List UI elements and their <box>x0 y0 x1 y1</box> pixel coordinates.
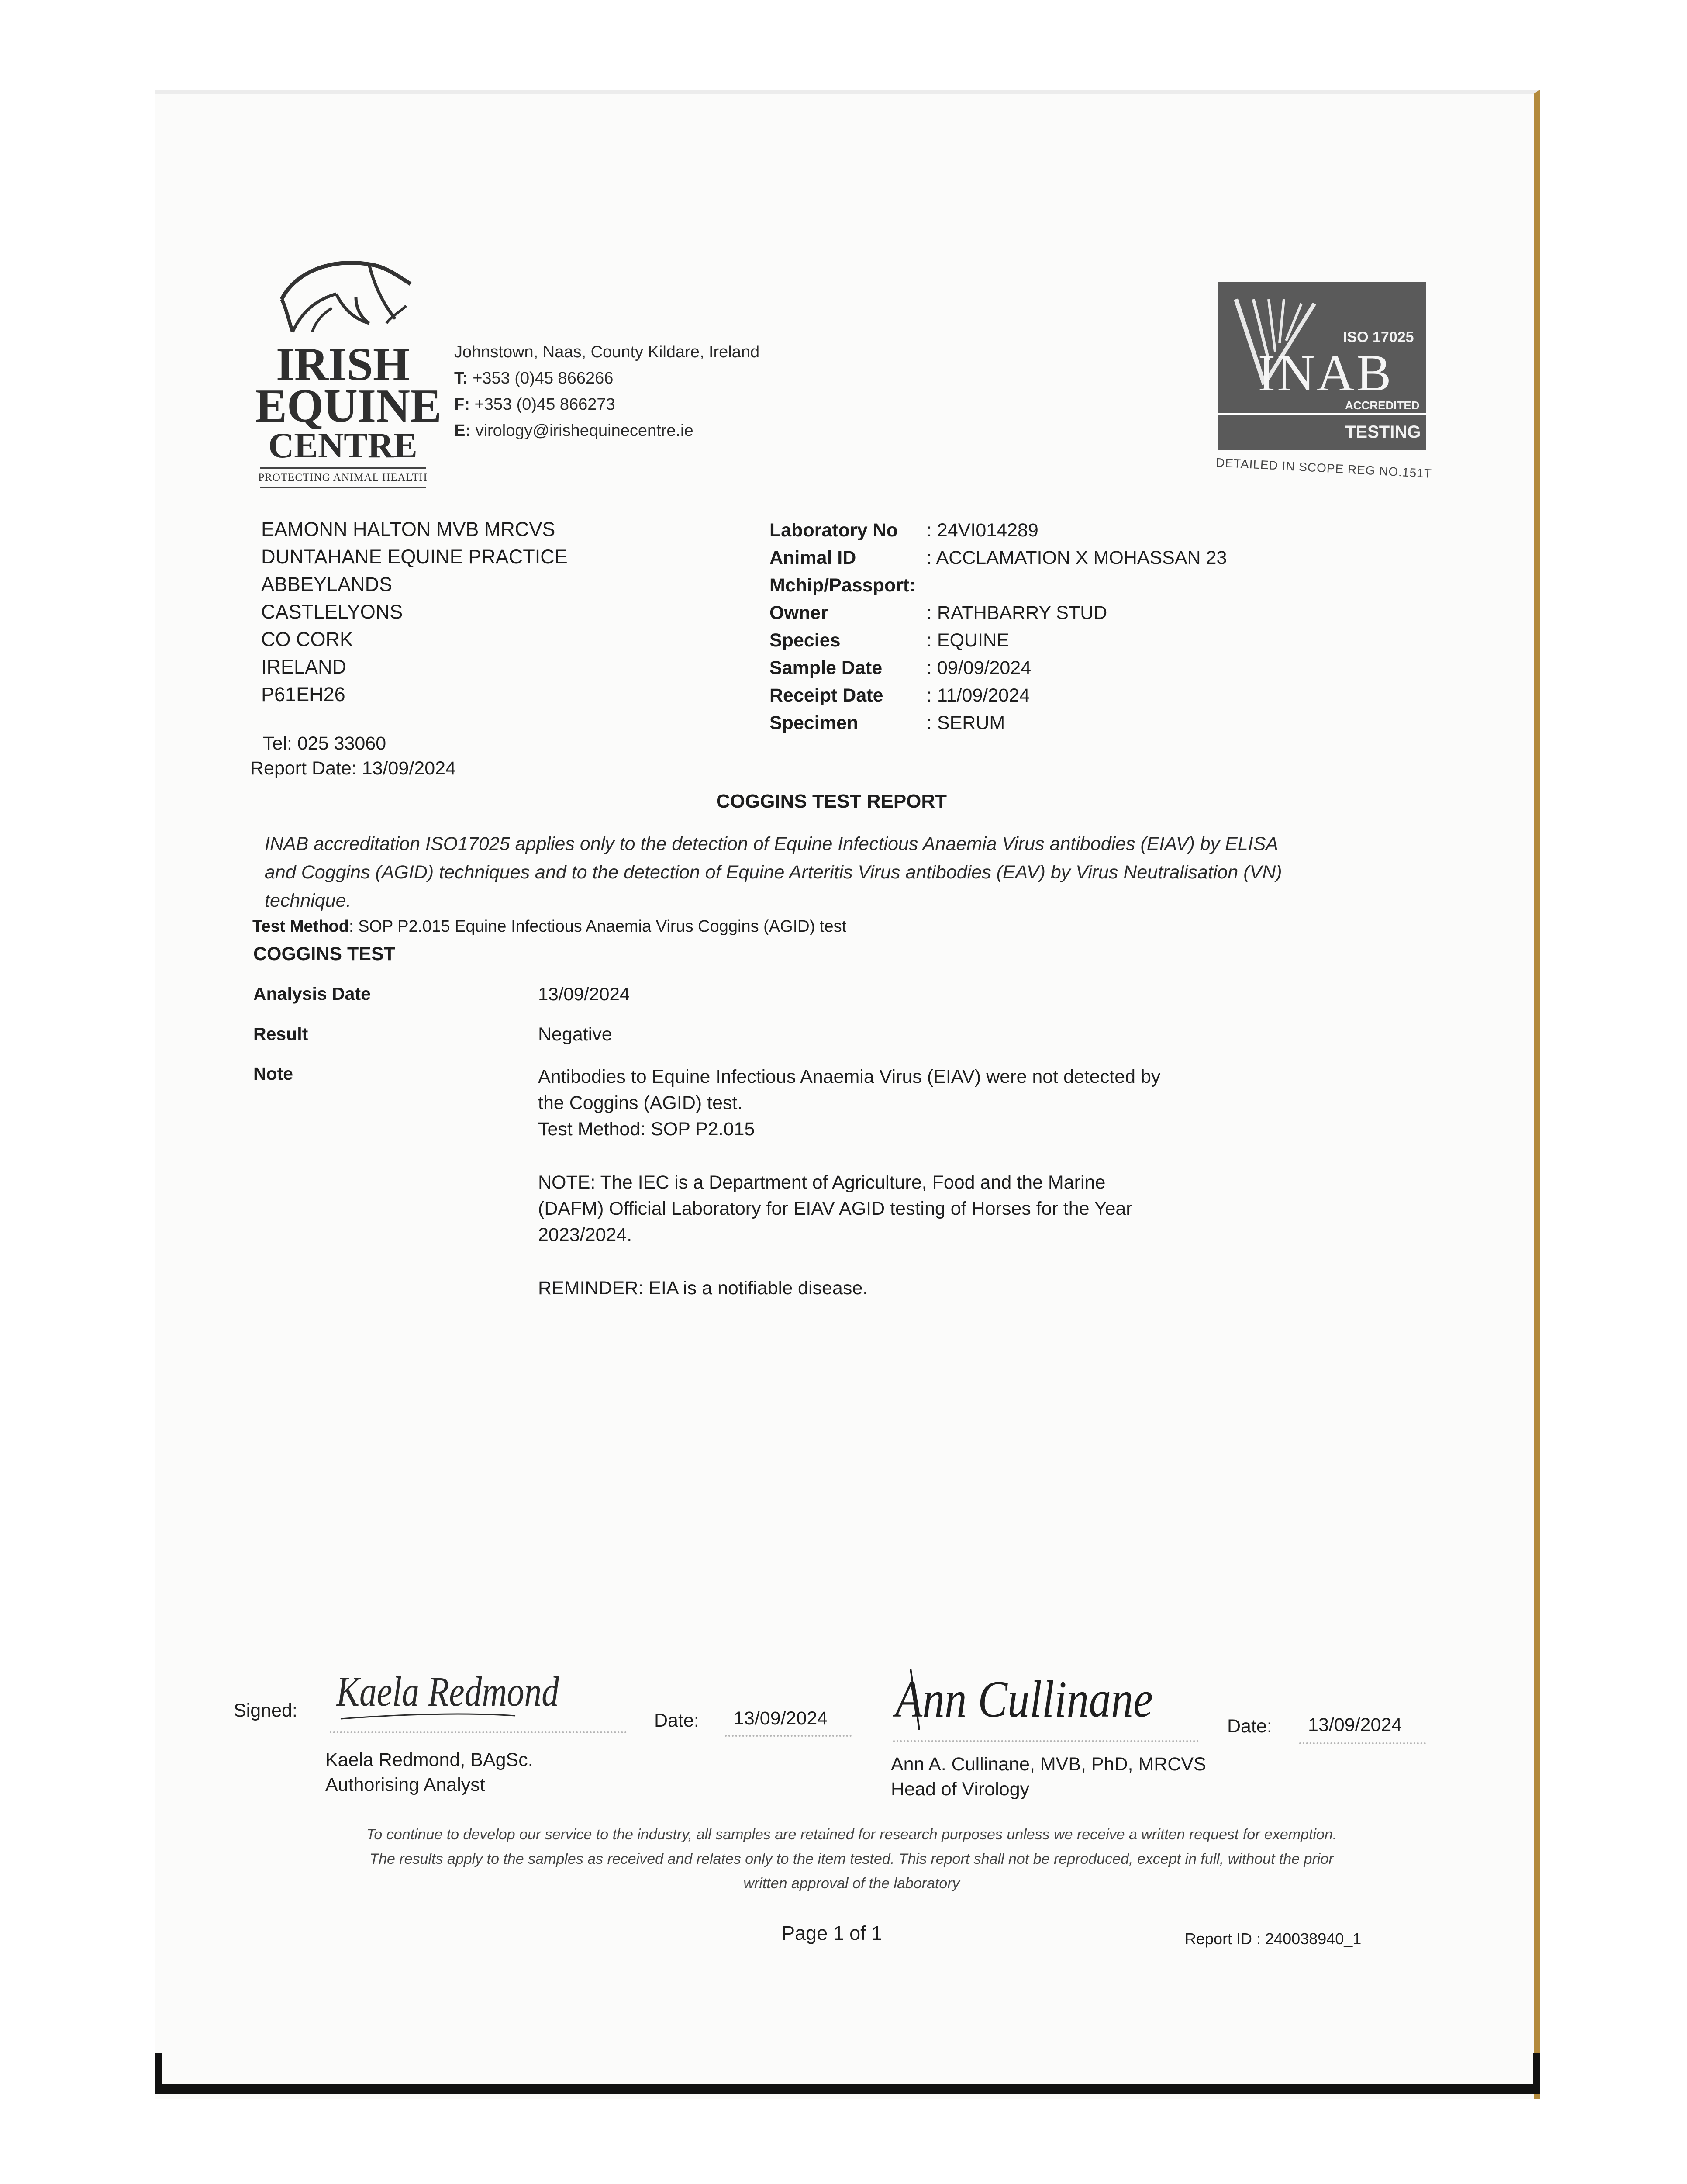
lab-info-table <box>769 517 1337 737</box>
note-label: Note <box>253 1064 293 1084</box>
left-date-value: 13/09/2024 <box>734 1708 828 1729</box>
dafm-line: 2023/2024. <box>538 1224 632 1245</box>
phone-line <box>454 365 847 391</box>
note-text <box>538 1064 1237 1142</box>
inab-testing: TESTING <box>1345 422 1421 442</box>
dafm-note <box>538 1169 1237 1248</box>
lab-info-row <box>769 572 1337 599</box>
lab-info-label: Animal ID <box>769 547 856 568</box>
result-value: Negative <box>538 1024 612 1045</box>
lab-info-row <box>769 654 1337 682</box>
lab-info-value: : 11/09/2024 <box>927 685 1030 706</box>
right-date-line <box>1299 1741 1426 1744</box>
kaela-redmond-signature <box>332 1660 568 1725</box>
inab-accreditation-badge <box>1218 282 1426 450</box>
logo-divider-bottom <box>260 487 426 488</box>
footer-disclaimer <box>306 1822 1397 1896</box>
contact-block <box>454 339 847 444</box>
test-method-value: : SOP P2.015 Equine Infectious Anaemia Virus Coggins (AGID) test <box>348 917 847 936</box>
accreditation-line: and Coggins (AGID) techniques and to the detection of Equine Arteritis Virus antibodies (EAV) by Virus Neutralisation (VN) <box>265 862 1282 883</box>
result-label: Result <box>253 1024 308 1044</box>
lab-info-row <box>769 599 1337 627</box>
irish-equine-centre-logo <box>255 242 442 496</box>
report-date: Report Date: 13/09/2024 <box>250 758 456 779</box>
logo-line-centre: CENTRE <box>268 425 417 465</box>
phone-value: +353 (0)45 866266 <box>473 369 614 387</box>
fax-value: +353 (0)45 866273 <box>474 395 615 414</box>
inab-testing-bar <box>1218 413 1426 415</box>
lab-info-row <box>769 517 1337 544</box>
lab-info-value: : 24VI014289 <box>927 520 1038 541</box>
lab-info-value: : SERUM <box>927 712 1005 733</box>
recipient-line: P61EH26 <box>261 683 345 705</box>
email-value: virology@irishequinecentre.ie <box>475 422 693 440</box>
ann-cullinane-signature <box>893 1655 1164 1738</box>
lab-info-row <box>769 544 1337 572</box>
accreditation-line: INAB accreditation ISO17025 applies only to the detection of Equine Infectious Anaemia Virus antibodies (EIAV) by ELISA <box>265 833 1278 854</box>
coggins-section-title: COGGINS TEST <box>253 943 395 964</box>
inab-scope-text: DETAILED IN SCOPE REG NO.151T <box>1215 456 1432 480</box>
inab-accredited: ACCREDITED <box>1345 399 1420 412</box>
paper-edge <box>162 2053 1533 2084</box>
lab-info-row <box>769 627 1337 654</box>
accreditation-line: technique. <box>265 890 352 911</box>
accreditation-statement <box>265 830 1356 915</box>
logo-tagline: PROTECTING ANIMAL HEALTH <box>258 472 428 484</box>
logo-line-irish: IRISH <box>276 339 410 390</box>
recipient-line: ABBEYLANDS <box>261 573 393 595</box>
report-id: Report ID : 240038940_1 <box>1185 1930 1362 1948</box>
recipient-line: DUNTAHANE EQUINE PRACTICE <box>261 546 568 568</box>
lab-info-value: : EQUINE <box>927 630 1009 651</box>
lab-info-value: : 09/09/2024 <box>927 657 1032 678</box>
email-line <box>454 418 847 444</box>
right-signature-line <box>893 1738 1199 1742</box>
lab-info-label: Mchip/Passport: <box>769 575 916 596</box>
right-signer-name: Ann A. Cullinane, MVB, PhD, MRCVS <box>891 1754 1206 1775</box>
right-date-value: 13/09/2024 <box>1308 1714 1402 1735</box>
recipient-line: CASTLELYONS <box>261 601 403 623</box>
recipient-line: CO CORK <box>261 628 353 650</box>
address-text: Johnstown, Naas, County Kildare, Ireland <box>454 343 760 361</box>
phone-label: T: <box>454 369 468 387</box>
left-signer-name: Kaela Redmond, BAgSc. <box>325 1749 533 1770</box>
signature-text: Kaela Redmond <box>335 1668 559 1715</box>
page-number: Page 1 of 1 <box>782 1922 883 1944</box>
lab-info-row <box>769 709 1337 737</box>
analysis-date-value: 13/09/2024 <box>538 984 630 1004</box>
signature-text: Ann Cullinane <box>893 1670 1153 1728</box>
lab-info-label: Specimen <box>769 712 859 733</box>
right-date-label: Date: <box>1227 1716 1272 1737</box>
analysis-date-label: Analysis Date <box>253 984 371 1004</box>
lab-info-label: Owner <box>769 602 828 623</box>
note-line: Test Method: SOP P2.015 <box>538 1119 755 1140</box>
dafm-line: NOTE: The IEC is a Department of Agriculture, Food and the Marine <box>538 1172 1106 1193</box>
fax-line <box>454 391 847 418</box>
inab-brand: INAB <box>1258 344 1393 402</box>
fax-label: F: <box>454 395 470 414</box>
left-signer-role: Authorising Analyst <box>325 1774 485 1795</box>
recipient-line: IRELAND <box>261 656 347 678</box>
reminder-text: REMINDER: EIA is a notifiable disease. <box>538 1278 868 1299</box>
test-method-label: Test Method <box>252 917 349 936</box>
left-date-label: Date: <box>654 1710 699 1731</box>
disclaimer-line: written approval of the laboratory <box>743 1875 960 1892</box>
left-date-line <box>725 1733 852 1737</box>
note-line: Antibodies to Equine Infectious Anaemia Virus (EIAV) were not detected by <box>538 1066 1161 1087</box>
lab-info-label: Receipt Date <box>769 685 883 706</box>
disclaimer-line: To continue to develop our service to the industry, all samples are retained for research purposes unless we receive a written request for exemption. <box>366 1826 1337 1843</box>
recipient-tel: Tel: 025 33060 <box>263 733 386 754</box>
disclaimer-line: The results apply to the samples as received and relates only to the item tested. This report shall not be reproduced, except in full, without the prior <box>369 1851 1334 1867</box>
dafm-line: (DAFM) Official Laboratory for EIAV AGID testing of Horses for the Year <box>538 1198 1132 1219</box>
lab-info-label: Species <box>769 630 841 651</box>
left-signature-line <box>330 1730 627 1733</box>
lab-info-row <box>769 682 1337 709</box>
logo-divider <box>260 467 426 469</box>
right-signer-role: Head of Virology <box>891 1779 1030 1800</box>
test-method-line <box>252 917 846 936</box>
signed-label: Signed: <box>234 1700 297 1721</box>
lab-info-label: Laboratory No <box>769 520 898 541</box>
lab-info-value: : ACCLAMATION X MOHASSAN 23 <box>927 547 1227 568</box>
lab-info-label: Sample Date <box>769 657 883 678</box>
logo-line-equine: EQUINE <box>255 380 442 432</box>
email-label: E: <box>454 422 471 440</box>
inab-iso: ISO 17025 <box>1343 329 1414 346</box>
horse-logo-icon <box>255 242 430 343</box>
lab-info-value: : RATHBARRY STUD <box>927 602 1107 623</box>
recipient-address <box>261 515 611 708</box>
report-title: COGGINS TEST REPORT <box>716 791 947 812</box>
recipient-line: EAMONN HALTON MVB MRCVS <box>261 518 555 540</box>
note-line: the Coggins (AGID) test. <box>538 1092 743 1113</box>
